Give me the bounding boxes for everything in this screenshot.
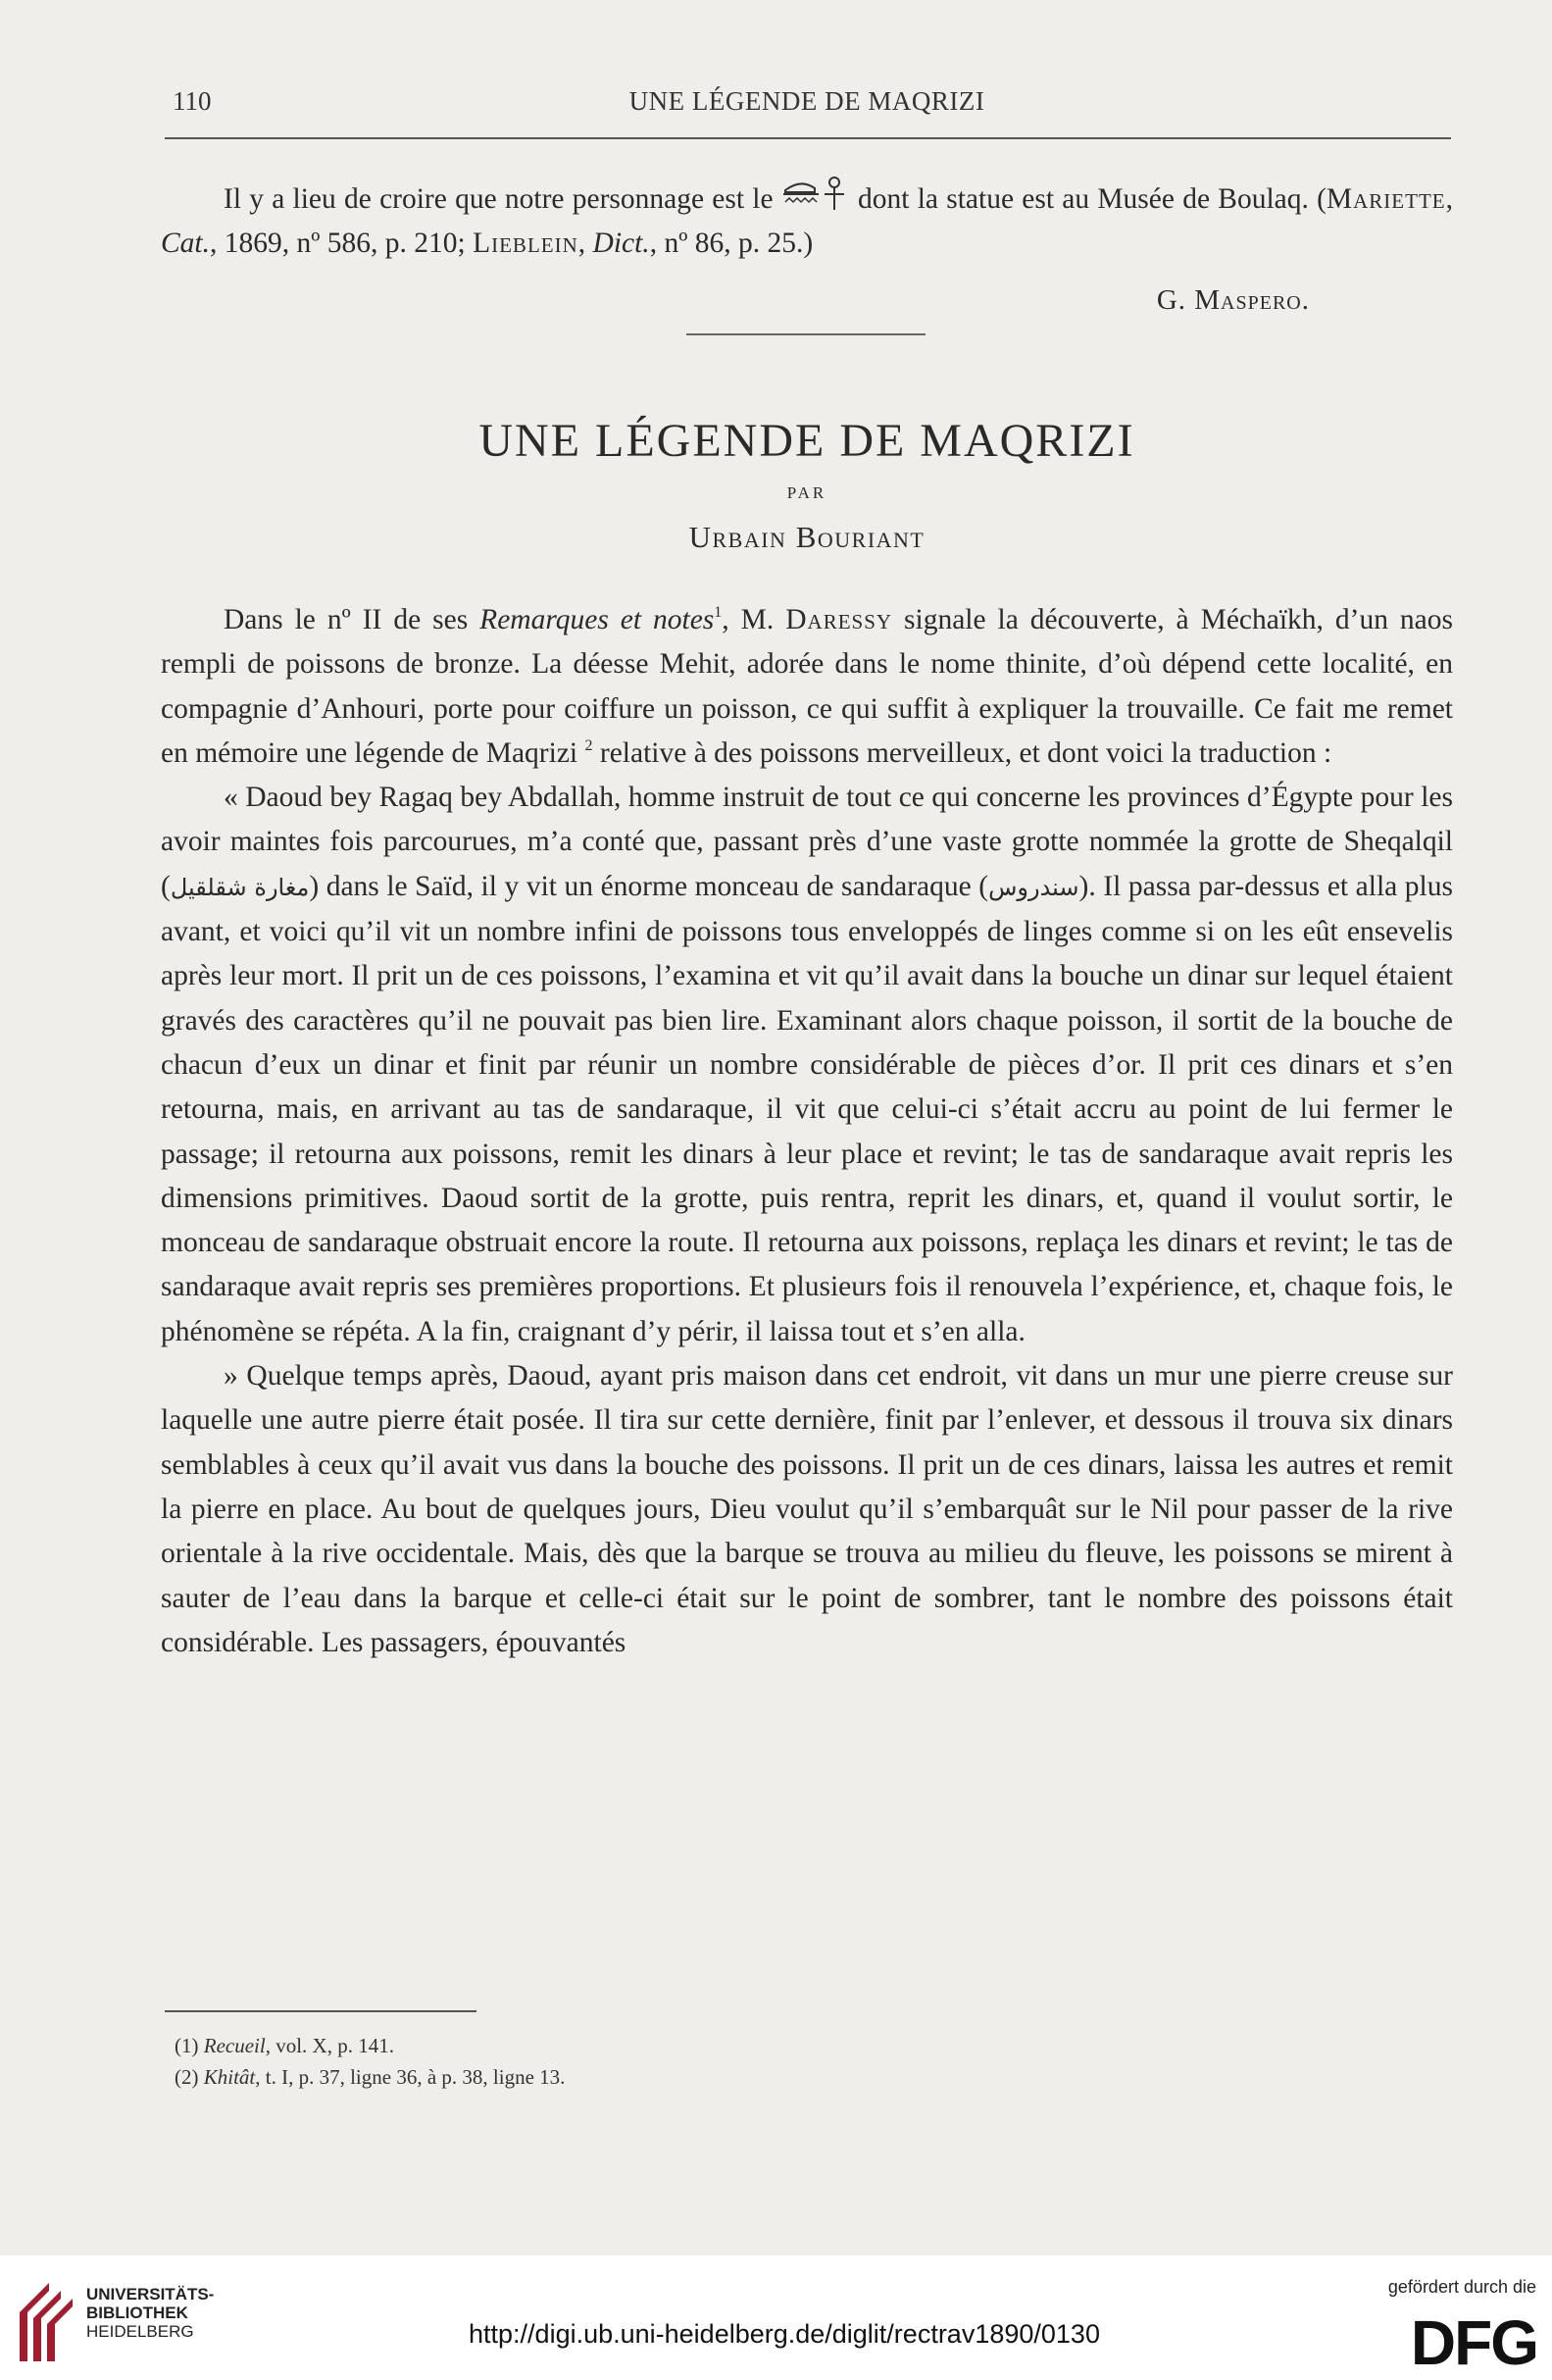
footnote-marker: 1 bbox=[714, 604, 723, 621]
author-name: Mariette bbox=[1326, 183, 1446, 215]
library-logo-icon bbox=[10, 2273, 88, 2371]
running-head bbox=[161, 86, 1453, 126]
footnote-marker: 2 bbox=[584, 736, 593, 754]
text-fragment: relative à des poissons merveilleux, et dont voici la traduction : bbox=[592, 736, 1332, 769]
text-fragment: , 1869, nº 586, p. 210; bbox=[210, 228, 474, 260]
body-paragraph-3: » Quelque temps après, Daoud, ayant pris maison dans cet endroit, vit dans un mur une pierre creuse sur laquelle une autre pierre était posée. Il tira sur cette dernière, finit par l’enlever, et dessous il trouva six dinars semblables à ceux qu’il avait vus dans la bouche des poissons. Il prit un de ces dinars, laissa les autres et remit la pierre en place. Au bout de quelques jours, Dieu voulut qu’il s’embarquât sur le Nil pour passer de la rive orientale à la rive occidentale. Mais, dès que la barque se trouva au milieu du fleuve, les poissons se mirent à sauter de l’eau dans la barque et celle-ci était sur le point de sombrer, tant le nombre des poissons était considérable. Les passagers, épouvantés bbox=[161, 1360, 1453, 1658]
footnote-number: (2) bbox=[175, 2065, 204, 2089]
text-fragment: Dans le nº II de ses bbox=[224, 604, 480, 635]
library-name bbox=[86, 2285, 214, 2341]
page-number: 110 bbox=[173, 86, 212, 116]
arabic-term: مغارة شقلقيل bbox=[170, 873, 310, 901]
footnotes bbox=[175, 2030, 1351, 2093]
body-paragraph-2 bbox=[161, 776, 1453, 1354]
text-fragment: , vol. X, p. 141. bbox=[265, 2034, 394, 2057]
source-url-link[interactable]: http://digi.ub.uni-heidelberg.de/diglit/rectrav1890/0130 bbox=[469, 2319, 1100, 2349]
footnote-2 bbox=[175, 2061, 1351, 2093]
article-title: UNE LÉGENDE DE MAQRIZI bbox=[478, 415, 1135, 467]
text-fragment: , bbox=[1445, 183, 1453, 215]
author-name: Lieblein bbox=[473, 228, 578, 260]
text-fragment: ) dans le Saïd, il y vit un énorme monceau de sandaraque ( bbox=[309, 870, 989, 902]
hieroglyph-name-icon bbox=[781, 175, 850, 214]
text-fragment: Il y a lieu de croire que notre personnage est le bbox=[224, 183, 781, 215]
signature: G. Maspero. bbox=[1156, 284, 1310, 316]
footnote-1 bbox=[175, 2030, 1351, 2061]
section-separator bbox=[686, 333, 926, 335]
footnote-number: (1) bbox=[175, 2034, 204, 2057]
text-fragment: signale la découverte, à Méchaïkh, d’un naos rempli de poissons de bronze. La déesse Mehit, adorée dans le nome thinite, d’où dépend cette localité, en compagnie d’Anhouri, porte pour coiffure un poisson, ce qui suffit à expliquer la trouvaille. Ce fait me remet en mémoire une légende de Maqrizi bbox=[161, 604, 1454, 769]
text-fragment: ). Il passa par-dessus et alla plus avant, et voici qu’il vit un nombre infini de poissons tous enveloppés de linges comme si on les eût ensevelis après leur mort. Il prit un de ces poissons, l’examina et vit qu’il avait dans la bouche un dinar sur lequel étaient gravés des caractères qu’il ne pouvait pas bien lire. Examinant alors chaque poisson, il sortit de la bouche de chacun d’eux un dinar et finit par réunir un nombre considérable de pièces d’or. Il prit ces dinars et s’en retourna, mais, en arrivant au tas de sandaraque, il vit que celui-ci s’était accru au point de lui fermer le passage; il retourna aux poissons, remit les dinars à leur place et revint; le tas de sandaraque avait repris les dimensions primitives. Daoud sortit de la grotte, puis rentra, reprit les dinars, et, quand il voulut sortir, le monceau de sandaraque obstruait encore la route. Il retourna aux poissons, replaça les dinars et revint; le tas de sandaraque avait repris ses premières proportions. Et plusieurs fois il renouvela l’expérience, et, chaque fois, le phénomène se répéta. A la fin, craignant d’y périr, il laissa tout et s’en alla. bbox=[161, 870, 1453, 1347]
library-line: UNIVERSITÄTS- bbox=[86, 2285, 215, 2304]
text-fragment: , t. I, p. 37, ligne 36, à p. 38, ligne 13. bbox=[255, 2065, 566, 2089]
previous-article-tail bbox=[161, 175, 1453, 267]
library-line: BIBLIOTHEK bbox=[86, 2304, 188, 2322]
arabic-term: سندروس bbox=[988, 873, 1079, 901]
dfg-logo: DFG bbox=[1410, 2307, 1537, 2378]
by-label: PAR bbox=[786, 483, 827, 502]
text-fragment: « Daoud bey Ragaq bey Abdallah, homme instruit de tout ce qui concerne les provinces d’Égypte pour les avoir maintes fois parcourues, m’a conté que, passant près d’une vaste grotte nommée la grotte de Sheqalqil ( bbox=[161, 782, 1453, 902]
article-body bbox=[161, 598, 1453, 1665]
person-name: Daressy bbox=[785, 604, 893, 635]
body-paragraph-1 bbox=[161, 598, 1453, 776]
running-title: UNE LÉGENDE DE MAQRIZI bbox=[628, 86, 985, 116]
work-title: Cat. bbox=[161, 228, 210, 260]
text-fragment: , nº 86, p. 25.) bbox=[649, 228, 814, 260]
text-fragment: , M. bbox=[722, 604, 786, 635]
library-line: HEIDELBERG bbox=[86, 2322, 194, 2341]
work-title: Remarques et notes bbox=[479, 604, 715, 635]
digitization-footer bbox=[0, 2255, 1552, 2380]
work-title: Dict. bbox=[592, 228, 650, 260]
closing-paragraph bbox=[161, 175, 1453, 267]
text-fragment: , bbox=[577, 228, 593, 260]
header-rule bbox=[165, 137, 1451, 139]
work-title: Recueil bbox=[203, 2034, 266, 2057]
text-fragment: dont la statue est au Musée de Boulaq. ( bbox=[849, 183, 1327, 215]
funding-note: gefördert durch die bbox=[1387, 2277, 1536, 2297]
article-author: Urbain Bouriant bbox=[688, 520, 926, 554]
footnote-rule bbox=[165, 2010, 476, 2012]
work-title: Khitât bbox=[203, 2065, 256, 2089]
